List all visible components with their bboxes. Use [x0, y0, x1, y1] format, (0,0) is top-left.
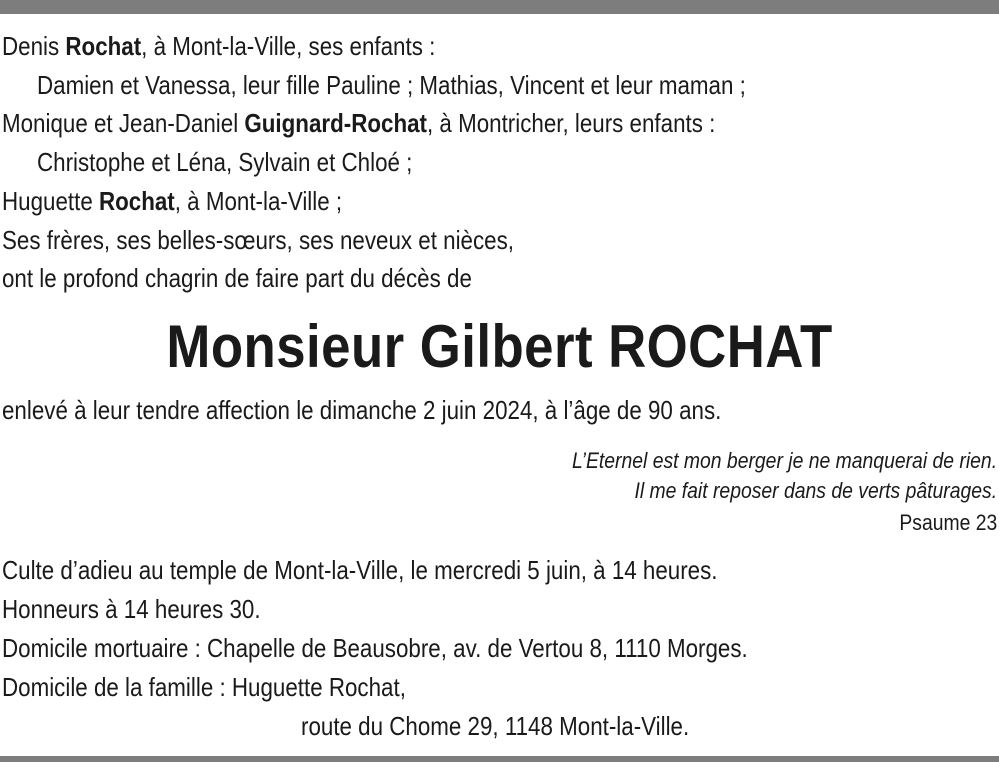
family-line-monique: Monique et Jean-Daniel Guignard-Rochat, à Montricher, leurs enfants : — [2, 108, 716, 138]
family-line-relatives: Ses frères, ses belles-sœurs, ses neveux et nièces, — [2, 225, 515, 255]
announcement-intro: ont le profond chagrin de faire part du décès de — [2, 263, 472, 293]
death-statement: enlevé à leur tendre affection le dimanche 2 juin 2024, à l’âge de 90 ans. — [2, 395, 722, 425]
deceased-name: Monsieur Gilbert ROCHAT — [166, 313, 833, 380]
mortuary-details: Domicile mortuaire : Chapelle de Beausobre, av. de Vertou 8, 1110 Morges. — [2, 633, 748, 663]
family-line-children-2: Christophe et Léna, Sylvain et Chloé ; — [37, 147, 413, 177]
honours-details: Honneurs à 14 heures 30. — [2, 594, 261, 624]
bottom-rule — [0, 756, 999, 762]
family-line-huguette: Huguette Rochat, à Mont-la-Ville ; — [2, 186, 343, 216]
family-home-details: Domicile de la famille : Huguette Rochat, — [2, 672, 406, 702]
quote-line-2: Il me fait reposer dans de verts pâturages. — [634, 478, 997, 503]
top-rule — [0, 0, 999, 14]
quote-reference: Psaume 23 — [899, 510, 997, 535]
service-details: Culte d’adieu au temple de Mont-la-Ville, le mercredi 5 juin, à 14 heures. — [2, 555, 718, 585]
quote-line-1: L’Eternel est mon berger je ne manquerai de rien. — [571, 448, 997, 473]
family-line-children-1: Damien et Vanessa, leur fille Pauline ; Mathias, Vincent et leur maman ; — [37, 70, 746, 100]
family-home-address: route du Chome 29, 1148 Mont-la-Ville. — [301, 711, 690, 741]
family-line-denis: Denis Rochat, à Mont-la-Ville, ses enfants : — [2, 31, 436, 61]
